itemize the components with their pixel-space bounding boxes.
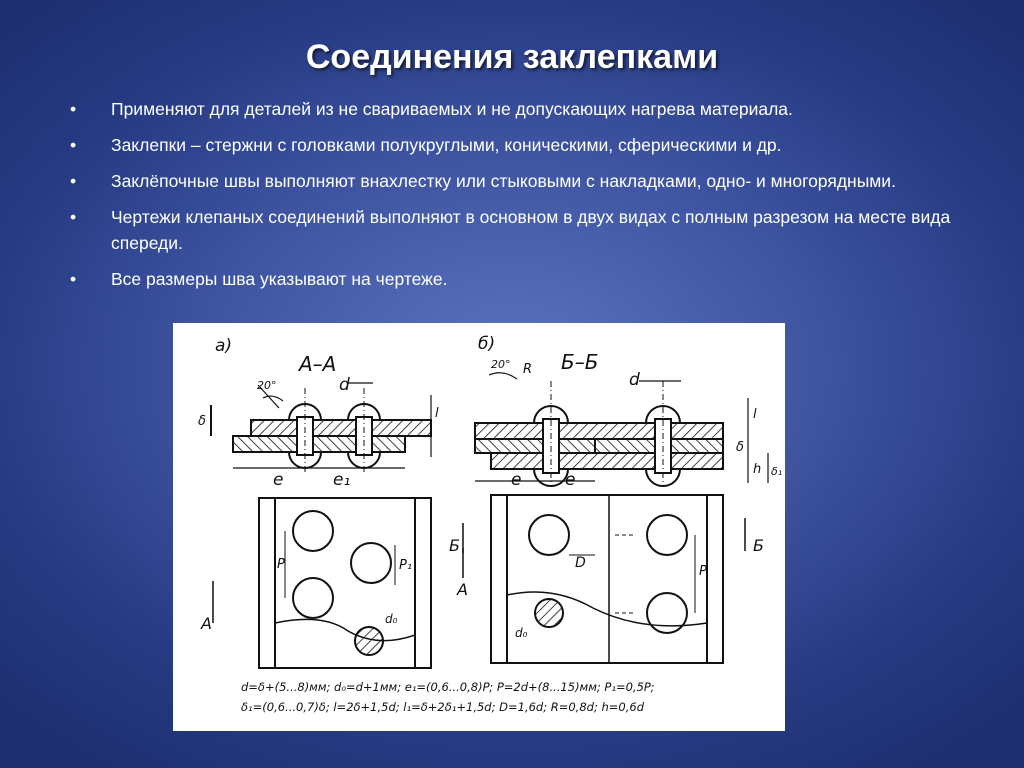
section-view-b	[475, 373, 768, 486]
delta-b-label: δ	[736, 440, 744, 455]
delta1-label: δ₁	[771, 465, 783, 478]
l-a-label: l	[435, 406, 439, 421]
bullet-text: Все размеры шва указывают на чертеже.	[111, 269, 448, 289]
slide-title: Соединения заклепками	[305, 38, 719, 76]
l-b-label: l	[753, 407, 757, 422]
section-view-a	[211, 383, 431, 473]
delta-a-label: δ	[198, 414, 206, 429]
radius-label: R	[523, 362, 533, 377]
e-b2-label: e	[565, 470, 576, 490]
bullet-marker: •	[70, 269, 77, 289]
angle-b-label: 20°	[491, 358, 511, 371]
riveted-joint-drawing	[173, 323, 785, 731]
formula-line-1: d=δ+(5...8)мм; d₀=d+1мм; e₁=(0,6...0,8)P; P=2d+(8...15)мм; P₁=0,5P;	[241, 680, 655, 694]
p-a-label: P	[277, 557, 285, 572]
p1-label: P₁	[399, 558, 413, 573]
cut-b-left-label: Б	[449, 536, 460, 555]
diameter-a-label: d	[339, 375, 350, 395]
diameter-b-label: d	[629, 370, 640, 390]
e-a-label: e	[273, 470, 284, 490]
bullet-text: Заклёпочные швы выполняют внахлестку или стыковыми с накладками, одно- и многорядными.	[111, 171, 896, 191]
bullet-text: Чертежи клепаных соединений выполняют в основном в двух видах с полным разрезом на месте вида спереди.	[111, 207, 951, 253]
p-b-label: P	[699, 564, 707, 579]
plan-view-a	[213, 498, 463, 668]
head-d-label: D	[575, 555, 586, 571]
cut-a-right-label: А	[457, 580, 468, 599]
cut-a-left-label: А	[201, 614, 212, 633]
bullet-item	[70, 132, 970, 158]
e-b1-label: e	[511, 470, 522, 490]
bullet-text: Заклепки – стержни с головками полукруглыми, коническими, сферическими и др.	[111, 135, 782, 155]
d0-b-label: d₀	[515, 626, 528, 640]
bullet-list	[70, 96, 970, 302]
e1-label: e₁	[333, 470, 351, 490]
bullet-item	[70, 266, 970, 292]
bullet-item	[70, 96, 970, 122]
d0-a-label: d₀	[385, 612, 398, 626]
view-a-label: а)	[215, 336, 233, 356]
view-b-label: б)	[478, 334, 496, 354]
plan-view-b	[463, 495, 745, 663]
section-b-label: Б–Б	[561, 350, 599, 374]
bullet-marker: •	[70, 171, 77, 191]
formula-line-2: δ₁=(0,6...0,7)δ; l=2δ+1,5d; l₁=δ+2δ₁+1,5d; D=1,6d; R=0,8d; h=0,6d	[241, 700, 644, 714]
bullet-item	[70, 204, 970, 256]
bullet-marker: •	[70, 207, 77, 227]
section-a-label: А–А	[299, 352, 337, 376]
h-label: h	[753, 462, 762, 477]
angle-a-label: 20°	[257, 379, 277, 392]
cut-b-right-label: Б	[753, 536, 764, 555]
bullet-marker: •	[70, 135, 77, 155]
bullet-text: Применяют для деталей из не свариваемых и не допускающих нагрева материала.	[111, 99, 793, 119]
bullet-item	[70, 168, 970, 194]
bullet-marker: •	[70, 99, 77, 119]
